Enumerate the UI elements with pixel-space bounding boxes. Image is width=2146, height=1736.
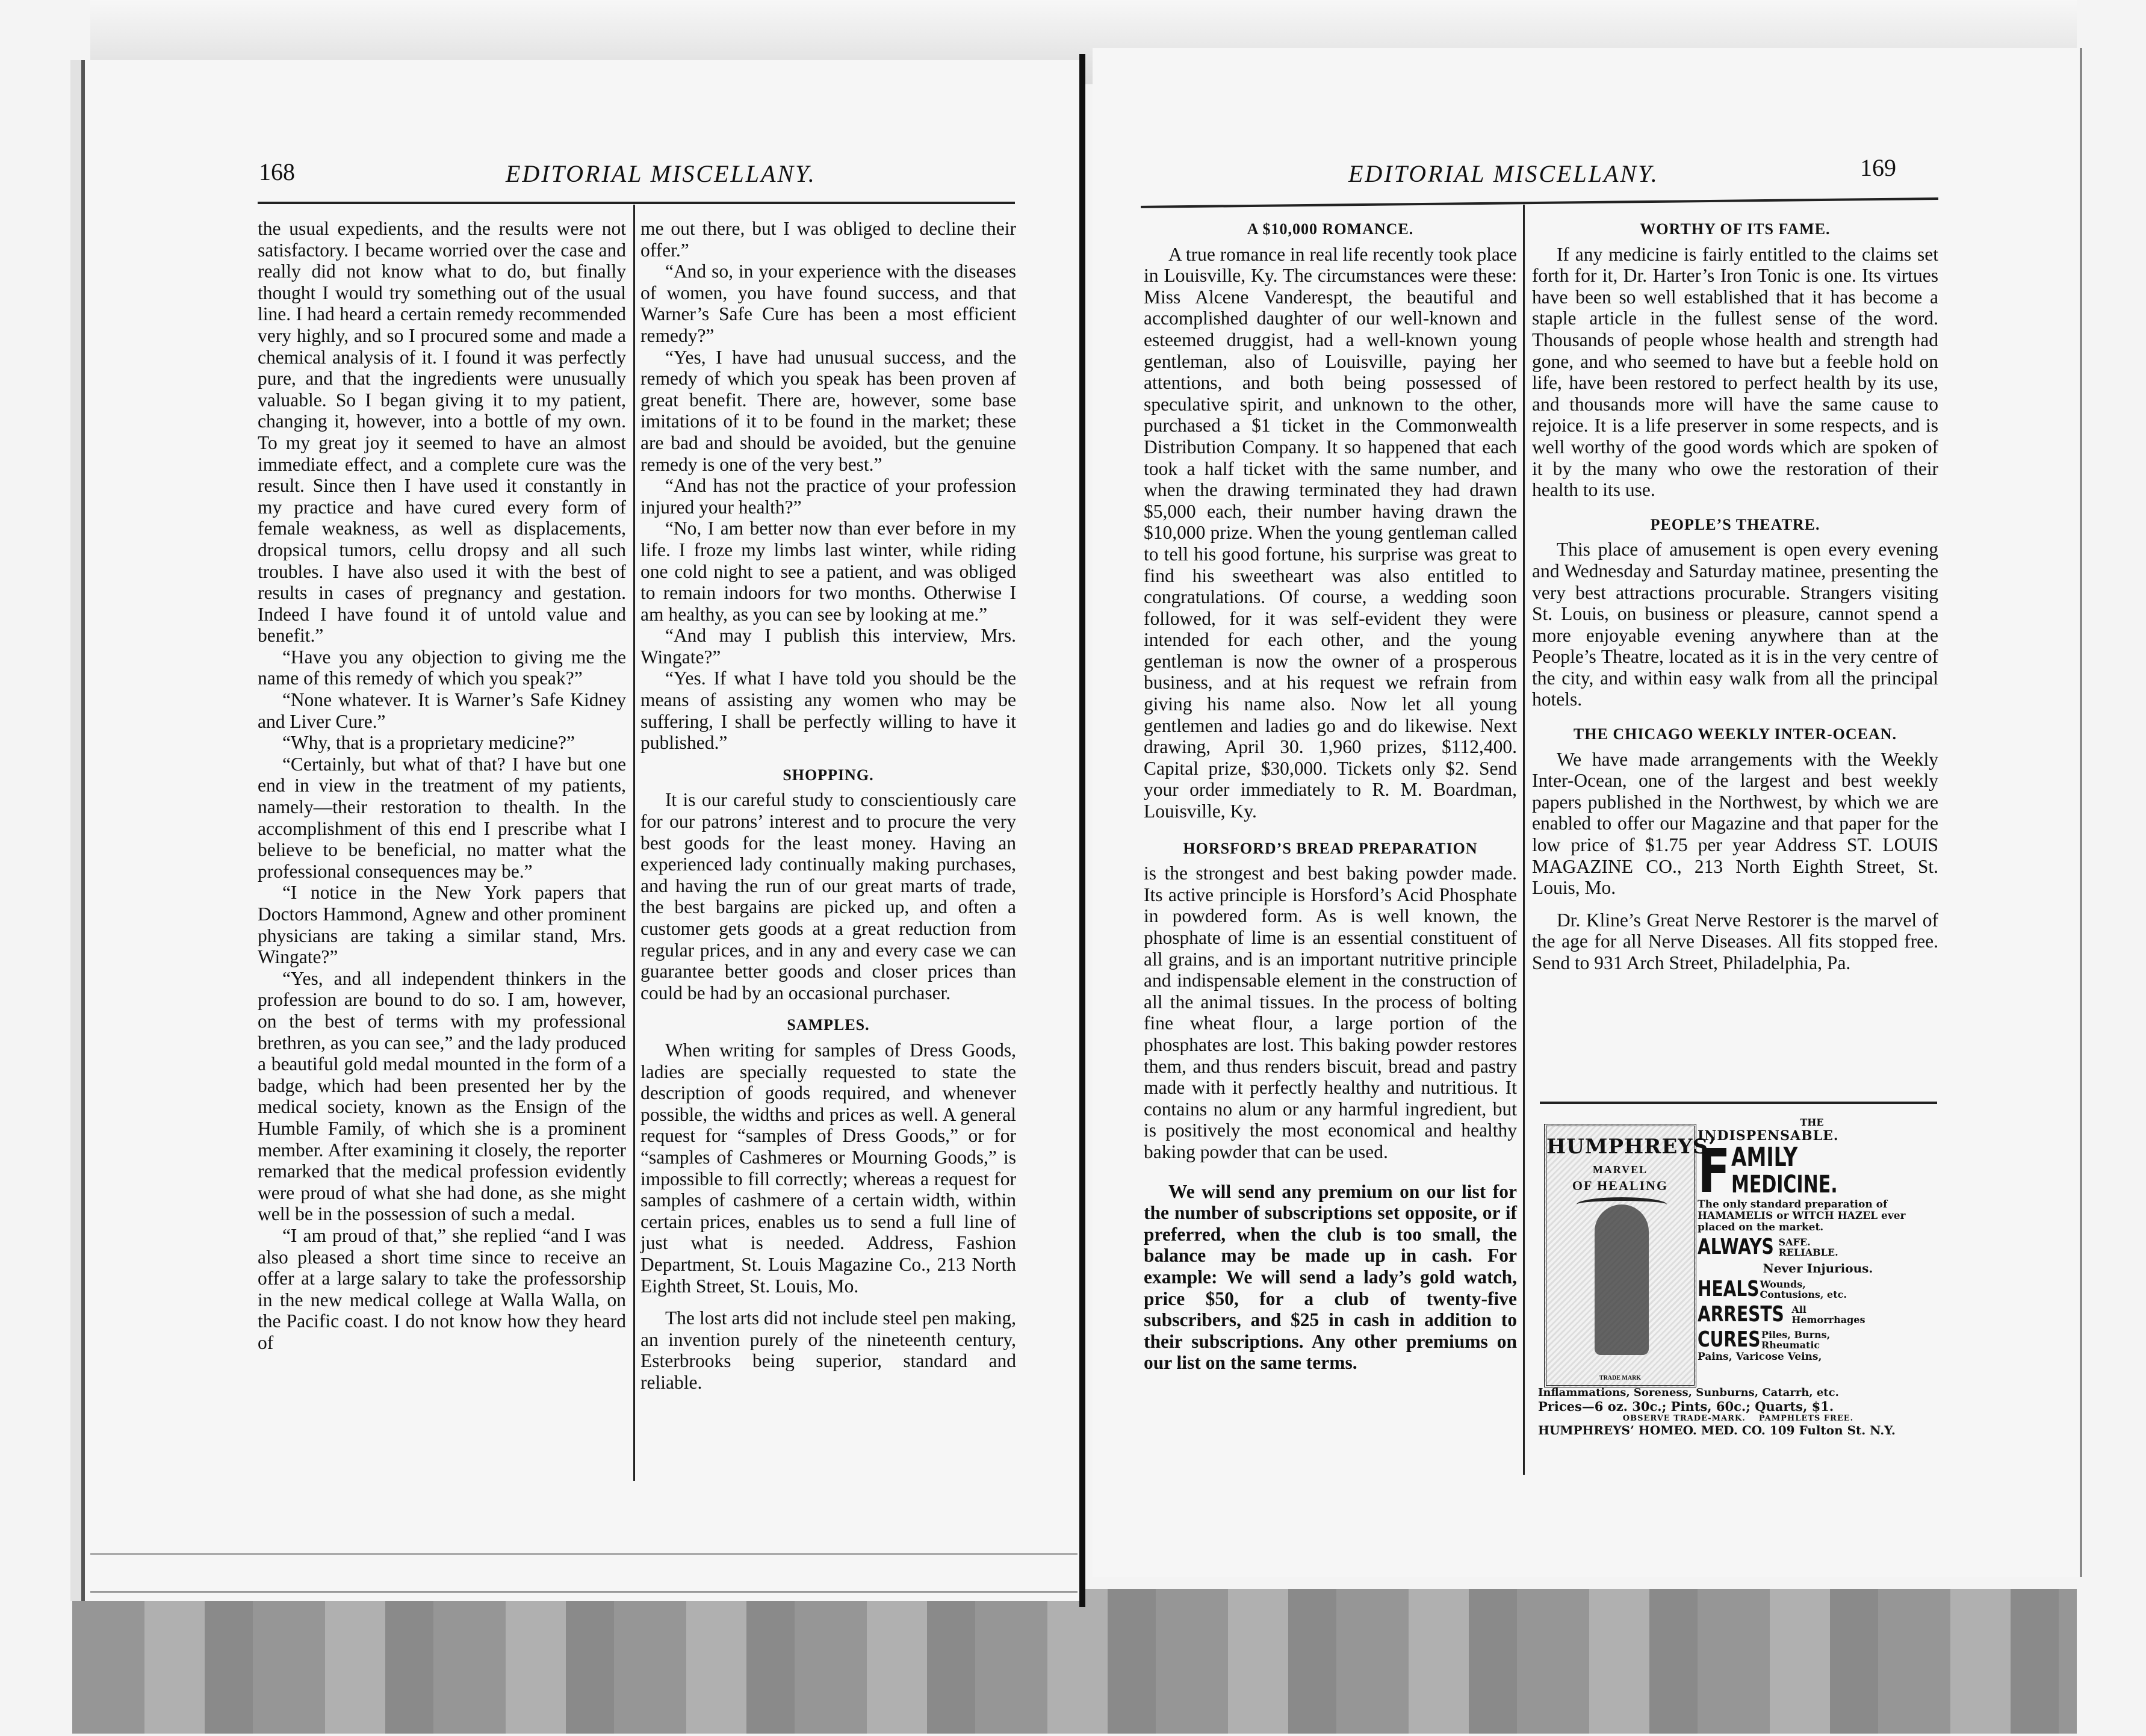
left-page-column-2 <box>640 218 1016 1393</box>
advertisement-copy <box>1698 1117 1938 1363</box>
ad-heals: HEALS <box>1698 1277 1760 1301</box>
paragraph: the usual expedients, and the results were not satisfactory. I became worried over the case and really did not know what to do, but finally thought I would try something out of the usual line. I had heard a certain remedy recommended very highly, and so I procured some and made a chemical analysis of it. I found it was perfectly pure, and that the ingredients were unusually valuable. So I began giving it to my patient, changing it, however, into a bottle of my own. To my great joy it seemed to have an almost immediate effect, and a complete cure was the result. Since then I have used it constantly in my practice and have cured every form of female weakness, as well as displacements, dropsical tumors, cellu dropsy and all such troubles. I have also used it with the best of results in cases of pregnancy and gestation. Indeed I have found it of untold value and benefit.” <box>258 218 626 646</box>
ad-ailments: Inflammations, Soreness, Sunburns, Catarrh, etc. <box>1538 1386 1839 1399</box>
column-divider-right <box>1523 205 1525 1475</box>
section-heading-inter-ocean: THE CHICAGO WEEKLY INTER-OCEAN. <box>1573 725 1897 743</box>
ad-arrests-detail: All Hemorrhages <box>1791 1304 1865 1325</box>
paragraph: “And may I publish this interview, Mrs. Wingate?” <box>640 625 1016 668</box>
ad-family-initial: F <box>1698 1136 1731 1206</box>
ad-family-rest: AMILY <box>1731 1142 1798 1173</box>
ad-cures-detail: Piles, Burns, Rheumatic <box>1761 1329 1831 1351</box>
ad-the: THE <box>1800 1117 1824 1128</box>
paragraph: me out there, but I was obliged to decline their offer.” <box>640 218 1016 261</box>
page-stack-lines <box>90 1553 1078 1593</box>
running-head-right: EDITORIAL MISCELLANY. <box>1348 160 1659 187</box>
ad-company: HUMPHREYS’ HOMEO. MED. CO. 109 Fulton St. N.Y. <box>1538 1423 1896 1437</box>
ad-heals-row <box>1698 1278 1938 1301</box>
paragraph: A true romance in real life recently took place in Louisville, Ky. The circumstances were these: Miss Alcene Vanderespt, the beautiful and accomplished daughter of our well-known and esteemed druggist, had a well-known young gentleman, also of Louisville, paying her attentions, and both being possessed of speculative spirit, and unknown to the other, purchased a $1 ticket in the Commonwealth Distribution Company. It so happened that each took a half ticket with the same number, and when the drawing terminated they had drawn $5,000 each, their number having drawn the $10,000 prize. When the young gentleman called to tell his good fortune, his surprise was great to find his sweetheart was also entitled to congratulations. Of course, a wedding soon followed, for it was self-evident they were intended for each other, and the young gentleman is now the owner of a prosperous business, and at his request we refrain from giving his name also. Now let all young gentlemen and ladies go and do likewise. Next drawing, April 30. 1,960 prizes, $112,400. Capital prize, $30,000. Tickets only $2. Send your order immediately to R. M. Boardman, Louisville, Ky. <box>1144 243 1517 822</box>
paragraph-kline: Dr. Kline’s Great Nerve Restorer is the marvel of the age for all Nerve Diseases. All fits stopped free. Send to 931 Arch Street, Philadelphia, Pa. <box>1532 909 1938 973</box>
left-page-column-1 <box>258 218 626 1353</box>
page-number-left: 168 <box>259 158 295 185</box>
ad-prices: Prices—6 oz. 30c.; Pints, 60c.; Quarts, $1. <box>1538 1399 1834 1414</box>
paragraph: “Yes. If what I have told you should be the means of assisting any women who may be suffering, I shall be perfectly willing to have it published.” <box>640 668 1016 754</box>
running-head-left: EDITORIAL MISCELLANY. <box>506 160 816 187</box>
ad-description: The only standard preparation of HAMAMELIS or WITCH HAZEL ever placed on the market. <box>1698 1198 1906 1233</box>
ad-medicine: MEDICINE. <box>1731 1171 1838 1198</box>
ad-arrests-row <box>1698 1303 1938 1326</box>
ad-arrests: ARRESTS <box>1698 1302 1784 1327</box>
ad-cures-continued: Pains, Varicose Veins, <box>1698 1351 1822 1363</box>
paragraph: “And has not the practice of your profession injured your health?” <box>640 475 1016 518</box>
paragraph: “Yes, I have had unusual success, and the remedy of which you speak has been proven af great benefit. There are, however, some base imitations of it to be found in the market; these are bad and should be avoided, but the genuine remedy is one of the very best.” <box>640 346 1016 475</box>
paragraph: “Yes, and all independent thinkers in the profession are bound to do so. I am, however, on the best of terms with my professional brethren, as you can see,” and the lady produced a beautiful gold medal mounted in the form of a badge, which had been presented her by the medical society, known as the Ensign of the Humble Family, of which she is a prominent member. After examining it closely, the reporter remarked that the medical profession evidently were proud of what she had done, as she might well be in the possession of such a medal. <box>258 967 626 1225</box>
paragraph: “And so, in your experience with the diseases of women, you have found success, and that Warner’s Safe Cure has been a most efficient remedy?” <box>640 261 1016 346</box>
ad-cures-row <box>1698 1328 1938 1351</box>
page-edges-bottom <box>72 1589 2077 1734</box>
right-page-column-2 <box>1532 208 1938 974</box>
ad-always-row <box>1698 1236 1938 1259</box>
paragraph: “Certainly, but what of that? I have but one end in view in the treatment of my patients, namely—their restoration to thealth. In the accomplishment of this end I prescribe what I believe to be beneficial, no matter what the professional consequences may be.” <box>258 753 626 882</box>
advertisement-footer <box>1538 1386 1938 1437</box>
woodcut-trademark: TRADE MARK <box>1599 1375 1642 1381</box>
section-heading-samples: SAMPLES. <box>787 1016 870 1034</box>
woman-figure-icon <box>1595 1204 1649 1355</box>
page-number-right: 169 <box>1860 154 1896 181</box>
paragraph: is the strongest and best baking powder made. Its active principle is Horsford’s Acid Phosphate in powdered form. As is well known, the phosphate of lime is an essential constituent of all grains, and is an important nutritive principle and indispensable element in the construction of all the animal tissues. In the process of bolting fine wheat flour, a large portion of the phosphates are lost. This baking powder restores them, and thus renders biscuit, bread and pastry made with it perfectly healthy and nutritious. It contains no alum or any harmful ingredient, but is positively the most economical and healthy baking powder that can be used. <box>1144 863 1517 1162</box>
paragraph: “I am proud of that,” she replied “and I was also pleased a short time since to receive an offer at a large salary to take the professorship in the new medical college at Walla Walla, on the Pacific coast. I do not know how they heard of <box>258 1224 626 1353</box>
section-heading-worthy: WORTHY OF ITS FAME. <box>1640 220 1831 238</box>
paragraph: We have made arrangements with the Weekly Inter-Ocean, one of the largest and best weekly papers published in the Northwest, by which we are enabled to offer our Magazine and that paper for the low price of $1.75 per year Address ST. LOUIS MAGAZINE CO., 213 North Eighth Street, St. Louis, Mo. <box>1532 748 1938 899</box>
paragraph: We will send any premium on our list for the number of subscriptions set opposite, or if preferred, when the club is too small, the balance may be made up in cash. For example: We will send a lady’s gold watch, price $50, for a club of twenty-five subscribers, and $25 in cash in addition to their subscriptions. Any other premiums on our list on the same terms. <box>1144 1180 1517 1374</box>
section-heading-theatre: PEOPLE’S THEATRE. <box>1650 515 1820 533</box>
header-rule-left <box>258 202 1015 204</box>
ad-cures: CURES <box>1698 1327 1761 1352</box>
woodcut-marvel: MARVEL <box>1592 1164 1648 1176</box>
ad-heals-detail: Wounds, Contusions, etc. <box>1760 1279 1847 1300</box>
advertisement-rule <box>1540 1102 1937 1104</box>
paragraph: It is our careful study to conscientiously care for our patrons’ interest and to procure the very best goods for the least money. Having an experienced lady continually making purchases, and having the run of our great marts of trade, the best bargains are picked up, and often a customer gets goods at a great reduction from regular prices, and in any and every case we can guarantee better goods and closer prices than could be had by an occasional purchaser. <box>640 789 1016 1003</box>
section-heading-horsford: HORSFORD’S BREAD PREPARATION <box>1183 839 1478 857</box>
ad-always: ALWAYS <box>1698 1235 1774 1259</box>
column-divider-left <box>633 205 635 1481</box>
ad-reliable: RELIABLE. <box>1778 1247 1838 1258</box>
paragraph: “Have you any objection to giving me the name of this remedy of which you speak?” <box>258 646 626 689</box>
premium-notice <box>1144 1181 1517 1374</box>
section-heading-romance: A $10,000 ROMANCE. <box>1247 220 1414 238</box>
paragraph: “No, I am better now than ever before in my life. I froze my limbs last winter, while riding one cold night to see a patient, and was obliged to remain indoors for two months. Otherwise I am healthy, as you can see by looking at me.” <box>640 518 1016 625</box>
paragraph: When writing for samples of Dress Goods, ladies are specially requested to state the description of goods required, and whenever possible, the widths and prices as well. A general request for “samples of Dress Goods,” or for “samples of Cashmeres or Mourning Goods,” is impossible to fill correctly; whereas a request for samples of cashmere of a certain width, within certain prices, enables us to send a full line of just what is needed. Address, Fashion Department, St. Louis Magazine Co., 213 North Eighth Street, St. Louis, Mo. <box>640 1039 1016 1297</box>
paragraph: This place of amusement is open every evening and Wednesday and Saturday matinee, presenting the very best attractions procurable. Strangers visiting St. Louis, on business or pleasure, cannot spend a more enjoyable evening anywhere than at the People’s Theatre, located as it is in the very centre of the city, and within easy walk from all the principal hotels. <box>1532 539 1938 710</box>
section-heading-shopping: SHOPPING. <box>783 766 874 784</box>
book-gutter <box>1079 54 1085 1607</box>
paragraph: “I notice in the New York papers that Doctors Hammond, Agnew and other prominent physicians are taking a similar stand, Mrs. Wingate?” <box>258 882 626 968</box>
ad-never-injurious: Never Injurious. <box>1763 1261 1873 1276</box>
paragraph-steel-pen: The lost arts did not include steel pen making, an invention purely of the nineteenth century, Esterbrooks being superior, standard and reliable. <box>640 1307 1016 1393</box>
humphreys-advertisement <box>1538 1117 1938 1478</box>
ad-safe: SAFE. <box>1778 1236 1811 1248</box>
woodcut-brand: HUMPHREYS’ <box>1546 1135 1716 1159</box>
woodcut-healing: OF HEALING <box>1572 1178 1669 1193</box>
ad-observe-trademark: OBSERVE TRADE-MARK. PAMPHLETS FREE. <box>1622 1414 1854 1423</box>
woodcut-illustration <box>1544 1124 1716 1387</box>
paragraph: “Why, that is a proprietary medicine?” <box>282 732 575 754</box>
paragraph: “None whatever. It is Warner’s Safe Kidney and Liver Cure.” <box>258 689 626 732</box>
paragraph: If any medicine is fairly entitled to the claims set forth for it, Dr. Harter’s Iron Tonic is one. Its virtues have been so well established that it has become a staple article in the fullest sense of the word. Thousands of people whose health and strength had gone, and who seemed to have but a feeble hold on life, have been restored to perfect health by its use, and thousands more will have the same cause to rejoice. It is a life preserver in some respects, and is well worthy of the good words which are spoken of it by the many who owe the restoration of their health to its use. <box>1532 243 1938 501</box>
right-page-column-1 <box>1144 208 1517 1374</box>
ad-indispensable: INDISPENSABLE. <box>1698 1128 1839 1144</box>
